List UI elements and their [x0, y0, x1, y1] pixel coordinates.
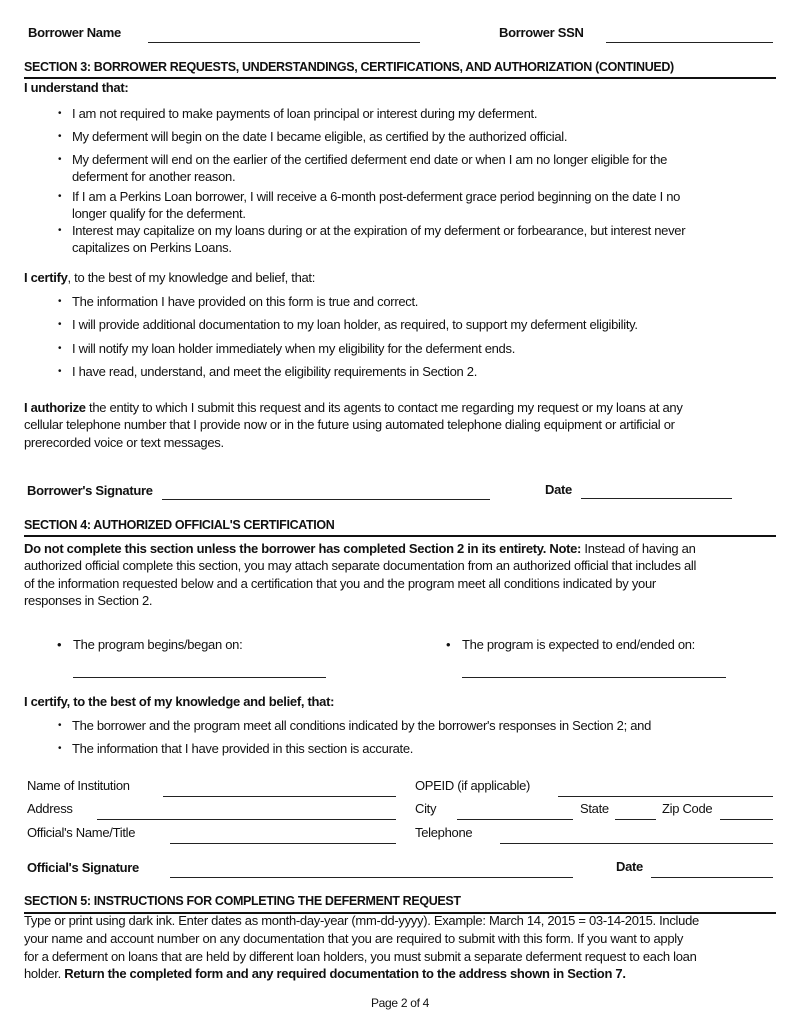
section4-intro-text: authorized official complete this section, you may attach separate documentation from an authorized official that includes all	[24, 558, 697, 573]
list-item: The information I have provided on this form is true and correct.	[72, 294, 419, 309]
opeid-label: OPEID (if applicable)	[415, 778, 531, 793]
list-item-cont: longer qualify for the deferment.	[72, 206, 246, 221]
institution-field[interactable]	[163, 796, 396, 797]
list-item: I will notify my loan holder immediately when my eligibility for the deferment ends.	[72, 341, 516, 356]
program-end-label: The program is expected to end/ended on:	[462, 637, 695, 652]
official-signature-field[interactable]	[170, 877, 573, 878]
section5-bold-instruction: Return the completed form and any required documentation to the address shown in Section 7.	[64, 966, 626, 981]
section3-title: SECTION 3: BORROWER REQUESTS, UNDERSTANDINGS, CERTIFICATIONS, AND AUTHORIZATION (CONTINUED)	[24, 60, 674, 74]
bullet-icon: •	[58, 720, 62, 731]
borrower-name-label: Borrower Name	[28, 25, 121, 40]
borrower-ssn-field[interactable]	[606, 42, 773, 43]
official-date-label: Date	[616, 859, 643, 874]
official-certify-heading: I certify, to the best of my knowledge and belief, that:	[24, 694, 335, 709]
borrower-date-label: Date	[545, 482, 572, 497]
section5-title: SECTION 5: INSTRUCTIONS FOR COMPLETING THE DEFERMENT REQUEST	[24, 894, 461, 908]
certify-lead: I certify	[24, 270, 68, 285]
bullet-icon: •	[58, 154, 62, 165]
list-item: I am not required to make payments of loan principal or interest during my deferment.	[72, 106, 538, 121]
list-item: Interest may capitalize on my loans during or at the expiration of my deferment or forbearance, but interest never	[72, 223, 686, 238]
program-end-field[interactable]	[462, 677, 726, 678]
section3-rule	[24, 77, 776, 79]
list-item: My deferment will end on the earlier of the certified deferment end date or when I am no longer eligible for the	[72, 152, 668, 167]
list-item: The borrower and the program meet all conditions indicated by the borrower's responses in Section 2; and	[72, 718, 652, 733]
authorize-text: cellular telephone number that I provide now or in the future using automated telephone dialing equipment or artificial or	[24, 417, 675, 432]
authorize-text: prerecorded voice or text messages.	[24, 435, 224, 450]
city-label: City	[415, 801, 437, 816]
section4-title: SECTION 4: AUTHORIZED OFFICIAL'S CERTIFICATION	[24, 518, 335, 532]
list-item: My deferment will begin on the date I became eligible, as certified by the authorized official.	[72, 129, 568, 144]
section5-text: holder.	[24, 966, 65, 981]
program-begin-field[interactable]	[73, 677, 326, 678]
opeid-field[interactable]	[558, 796, 773, 797]
bullet-icon: •	[58, 319, 62, 330]
section5-text: Type or print using dark ink. Enter dates as month-day-year (mm-dd-yyyy). Example: March 14, 2015 = 03-14-2015. Include	[24, 913, 699, 928]
list-item: I have read, understand, and meet the eligibility requirements in Section 2.	[72, 364, 478, 379]
authorize-line	[24, 399, 683, 417]
official-name-field[interactable]	[170, 843, 396, 844]
section4-intro	[24, 540, 696, 558]
city-field[interactable]	[457, 819, 573, 820]
telephone-field[interactable]	[500, 843, 773, 844]
bullet-icon: •	[58, 131, 62, 142]
institution-label: Name of Institution	[27, 778, 130, 793]
bullet-icon: •	[57, 637, 62, 652]
section5-last-line	[24, 965, 626, 983]
official-signature-label: Official's Signature	[27, 860, 139, 875]
state-label: State	[580, 801, 609, 816]
section4-rule	[24, 535, 776, 537]
authorize-text: the entity to which I submit this request and its agents to contact me regarding my request or my loans at any	[85, 400, 683, 415]
official-date-field[interactable]	[651, 877, 773, 878]
list-item-cont: deferment for another reason.	[72, 169, 236, 184]
official-name-label: Official's Name/Title	[27, 825, 136, 840]
borrower-name-field[interactable]	[148, 42, 420, 43]
bullet-icon: •	[58, 191, 62, 202]
page-number: Page 2 of 4	[370, 996, 430, 1010]
authorize-lead: I authorize	[24, 400, 86, 415]
program-begin-label: The program begins/began on:	[73, 637, 243, 652]
section4-intro-bold: Do not complete this section unless the borrower has completed Section 2 in its entirety. Note:	[24, 541, 582, 556]
borrower-date-field[interactable]	[581, 498, 732, 499]
section4-intro-text: Instead of having an	[581, 541, 696, 556]
zip-field[interactable]	[720, 819, 773, 820]
bullet-icon: •	[58, 296, 62, 307]
certify-rest: , to the best of my knowledge and belief, that:	[67, 270, 316, 285]
section4-intro-text: of the information requested below and a certification that you and the program meet all conditions indicated by your	[24, 576, 656, 591]
list-item: If I am a Perkins Loan borrower, I will receive a 6-month post-deferment grace period beginning on the date I no	[72, 189, 681, 204]
section5-text: your name and account number on any documentation that you are required to submit with this form. If you want to apply	[24, 931, 684, 946]
zip-label: Zip Code	[662, 801, 713, 816]
bullet-icon: •	[58, 366, 62, 377]
list-item-cont: capitalizes on Perkins Loans.	[72, 240, 232, 255]
section4-intro-text: responses in Section 2.	[24, 593, 153, 608]
certify-intro	[24, 269, 315, 287]
borrower-signature-label: Borrower's Signature	[27, 483, 153, 498]
understand-heading: I understand that:	[24, 80, 129, 95]
bullet-icon: •	[58, 743, 62, 754]
borrower-ssn-label: Borrower SSN	[499, 25, 584, 40]
address-label: Address	[27, 801, 73, 816]
bullet-icon: •	[58, 108, 62, 119]
section5-text: for a deferment on loans that are held by different loan holders, you must submit a separate deferment request to each loan	[24, 949, 697, 964]
bullet-icon: •	[58, 225, 62, 236]
list-item: I will provide additional documentation to my loan holder, as required, to support my deferment eligibility.	[72, 317, 638, 332]
bullet-icon: •	[58, 343, 62, 354]
bullet-icon: •	[446, 637, 451, 652]
address-field[interactable]	[97, 819, 396, 820]
state-field[interactable]	[615, 819, 656, 820]
list-item: The information that I have provided in this section is accurate.	[72, 741, 414, 756]
borrower-signature-field[interactable]	[162, 499, 490, 500]
telephone-label: Telephone	[415, 825, 473, 840]
